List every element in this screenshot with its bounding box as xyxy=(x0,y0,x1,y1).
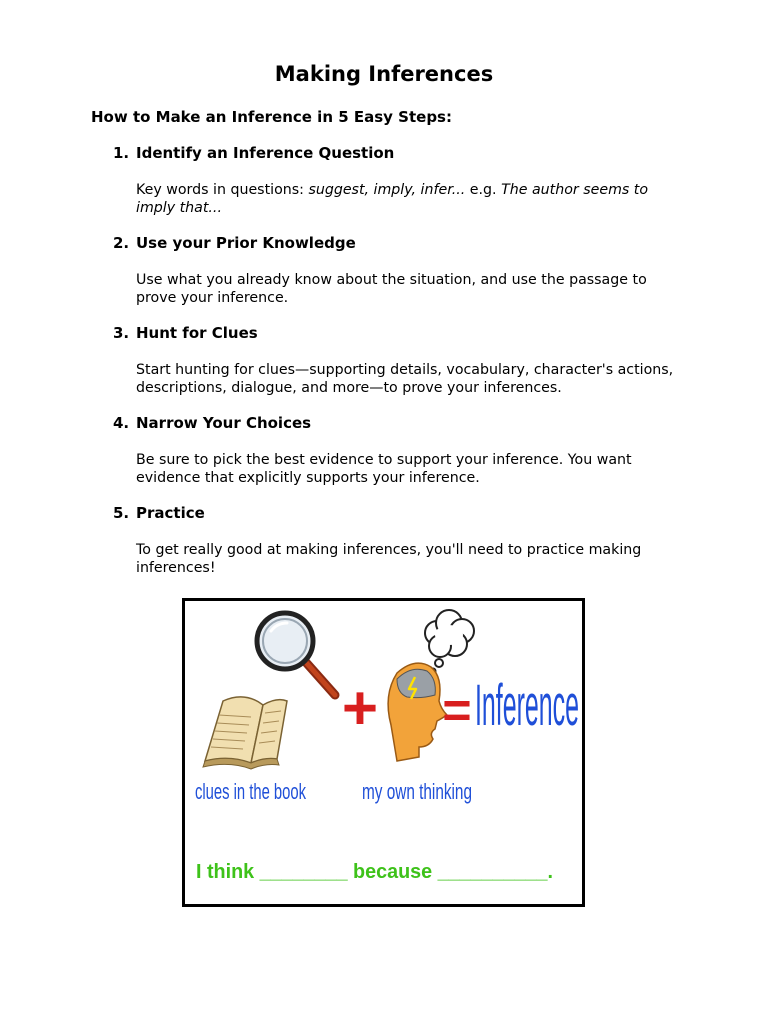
page-title: Making Inferences xyxy=(274,62,494,86)
steps-heading: How to Make an Inference in 5 Easy Steps: xyxy=(91,108,452,126)
steps-list xyxy=(0,144,768,594)
step-body: Start hunting for clues—supporting details, vocabulary, character's actions, descriptions, dialogue, and more—to prove your inferences. xyxy=(136,362,674,396)
step-body-text: e.g. xyxy=(465,182,502,198)
step-title: Hunt for Clues xyxy=(136,324,258,342)
step-body-keywords: suggest, imply, infer... xyxy=(308,182,466,198)
step-title: Identify an Inference Question xyxy=(136,144,395,162)
inference-illustration xyxy=(182,598,585,907)
thinking-caption: my own thinking xyxy=(362,779,472,804)
clues-caption: clues in the book xyxy=(195,779,307,804)
thinking-head-icon xyxy=(388,663,447,761)
step-body xyxy=(136,181,681,217)
step-item xyxy=(0,414,768,504)
step-body-example: The author seems to imply that... xyxy=(136,182,649,216)
step-body: To get really good at making inferences, you'll need to practice making inferences! xyxy=(136,542,642,576)
sentence-frame: I think ________ because __________. xyxy=(196,861,553,883)
step-item xyxy=(0,234,768,324)
step-body: Use what you already know about the situation, and use the passage to prove your inference. xyxy=(136,272,647,306)
step-item xyxy=(0,144,768,234)
step-number: 3. xyxy=(113,324,130,342)
open-book-icon xyxy=(203,697,287,769)
step-title: Practice xyxy=(136,504,205,522)
step-number: 1. xyxy=(113,144,130,162)
inference-word: Inference xyxy=(475,673,579,738)
step-number: 2. xyxy=(113,234,130,252)
step-item xyxy=(0,504,768,594)
plus-sign: + xyxy=(341,674,379,743)
magnifying-glass-icon xyxy=(257,613,335,695)
step-item xyxy=(0,324,768,414)
step-number: 4. xyxy=(113,414,130,432)
thought-cloud-icon xyxy=(425,610,474,674)
step-title: Use your Prior Knowledge xyxy=(136,234,356,252)
step-body-text: Key words in questions: xyxy=(136,182,309,198)
step-number: 5. xyxy=(113,504,130,522)
equals-sign: = xyxy=(442,682,472,738)
step-body: Be sure to pick the best evidence to support your inference. You want evidence that explicitly supports your inference. xyxy=(136,452,632,486)
step-title: Narrow Your Choices xyxy=(136,414,312,432)
